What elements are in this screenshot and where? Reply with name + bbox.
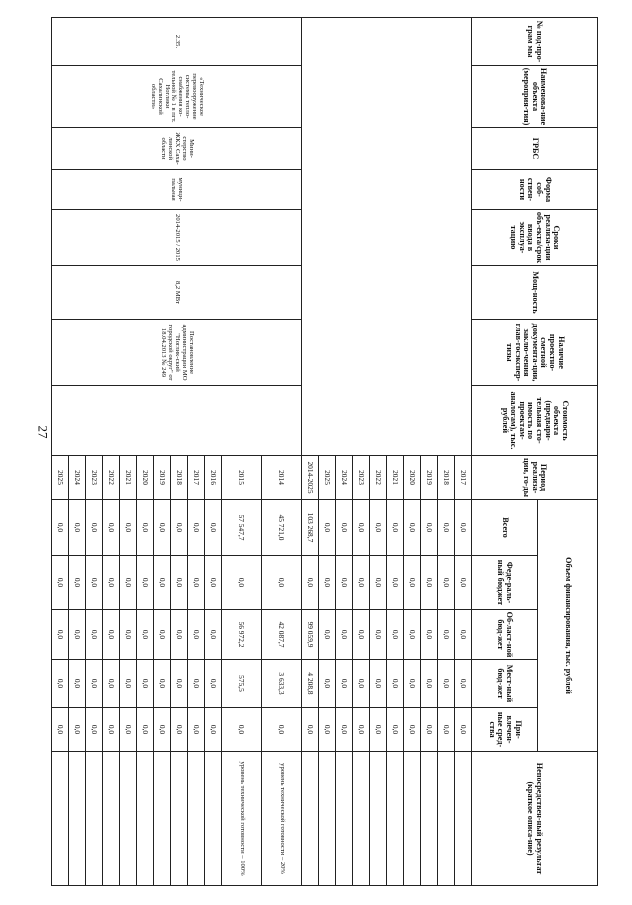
year-cell: 2019 (154, 456, 171, 500)
header-regional: Об-ласт-ной бюд-жет (472, 610, 538, 660)
attracted-cell: 0,0 (222, 708, 262, 752)
attracted-cell: 0,0 (188, 708, 205, 752)
federal-cell: 0,0 (69, 556, 86, 610)
total-cell: 0,0 (86, 500, 103, 556)
federal-cell: 0,0 (387, 556, 404, 610)
rotated-table-container (55, 17, 598, 885)
result-cell (302, 752, 319, 886)
attracted-cell: 0,0 (171, 708, 188, 752)
attracted-cell: 0,0 (86, 708, 103, 752)
federal-cell: 0,0 (262, 556, 302, 610)
attracted-cell: 0,0 (421, 708, 438, 752)
header-num: № под-про-грам мы (472, 18, 598, 66)
regional-cell: 0,0 (387, 610, 404, 660)
local-cell: 0,0 (86, 660, 103, 708)
object-num-cell: 2.35. (52, 18, 302, 66)
year-cell: 2017 (188, 456, 205, 500)
object-grbs-cell: Мини-стерство ЖКХ Саха-линской области (52, 128, 302, 170)
result-cell (336, 752, 353, 886)
regional-cell: 0,0 (120, 610, 137, 660)
total-cell: 0,0 (154, 500, 171, 556)
local-cell: 0,0 (404, 660, 421, 708)
header-result: Непосредствен-ный результат (краткое описа-ние) (472, 752, 598, 886)
attracted-cell: 0,0 (404, 708, 421, 752)
year-cell: 2017 (455, 456, 472, 500)
attracted-cell: 0,0 (262, 708, 302, 752)
result-cell (421, 752, 438, 886)
local-cell: 0,0 (455, 660, 472, 708)
regional-cell: 0,0 (52, 610, 69, 660)
total-cell: 0,0 (137, 500, 154, 556)
table-row (455, 18, 472, 886)
regional-cell: 0,0 (69, 610, 86, 660)
regional-cell: 0,0 (370, 610, 387, 660)
federal-cell: 0,0 (188, 556, 205, 610)
total-cell: 0,0 (455, 500, 472, 556)
regional-cell: 99 059,9 (302, 610, 319, 660)
local-cell: 0,0 (154, 660, 171, 708)
regional-cell: 42 087,7 (262, 610, 302, 660)
local-cell: 0,0 (438, 660, 455, 708)
object-docs-cell: Постановление администрации МО "Ноглик-ский городской округ" от 18.04.2013 № 249 (52, 320, 302, 386)
local-cell: 0,0 (52, 660, 69, 708)
federal-cell: 0,0 (438, 556, 455, 610)
local-cell: 575,5 (222, 660, 262, 708)
result-cell (52, 752, 69, 886)
total-cell: 45 721,0 (262, 500, 302, 556)
federal-cell: 0,0 (103, 556, 120, 610)
federal-cell: 0,0 (370, 556, 387, 610)
total-cell: 0,0 (336, 500, 353, 556)
year-cell: 2020 (137, 456, 154, 500)
object-terms-cell: 2014-2015 / 2015 (52, 210, 302, 266)
year-cell: 2024 (336, 456, 353, 500)
table-body (52, 18, 472, 886)
total-cell: 0,0 (387, 500, 404, 556)
regional-cell: 0,0 (455, 610, 472, 660)
result-cell (353, 752, 370, 886)
year-cell: 2018 (171, 456, 188, 500)
total-cell: 0,0 (404, 500, 421, 556)
result-cell (404, 752, 421, 886)
header-federal: Феде-раль-ный бюджет (472, 556, 538, 610)
attracted-cell: 0,0 (137, 708, 154, 752)
regional-cell: 0,0 (205, 610, 222, 660)
result-cell (387, 752, 404, 886)
regional-cell: 0,0 (353, 610, 370, 660)
local-cell: 0,0 (353, 660, 370, 708)
federal-cell: 0,0 (52, 556, 69, 610)
local-cell: 0,0 (205, 660, 222, 708)
header-terms: Сроки реализа-ции объ-екта/срок ввода в эксплуа-тацию (472, 210, 598, 266)
regional-cell: 0,0 (421, 610, 438, 660)
attracted-cell: 0,0 (319, 708, 336, 752)
attracted-cell: 0,0 (103, 708, 120, 752)
total-cell: 0,0 (205, 500, 222, 556)
local-cell: 0,0 (319, 660, 336, 708)
year-cell: 2020 (404, 456, 421, 500)
object-power-cell: 8,2 МВт (52, 266, 302, 320)
year-cell: 2023 (353, 456, 370, 500)
regional-cell: 0,0 (319, 610, 336, 660)
year-cell: 2016 (205, 456, 222, 500)
attracted-cell: 0,0 (120, 708, 137, 752)
federal-cell: 0,0 (336, 556, 353, 610)
result-cell (319, 752, 336, 886)
federal-cell: 0,0 (86, 556, 103, 610)
local-cell: 0,0 (137, 660, 154, 708)
total-cell: 0,0 (120, 500, 137, 556)
result-cell (86, 752, 103, 886)
federal-cell: 0,0 (137, 556, 154, 610)
financing-table (51, 17, 598, 886)
result-cell (120, 752, 137, 886)
regional-cell: 0,0 (86, 610, 103, 660)
total-cell: 0,0 (103, 500, 120, 556)
header-ownership: Форма соб-ствен-ности (472, 170, 598, 210)
local-cell: 0,0 (171, 660, 188, 708)
regional-cell: 0,0 (103, 610, 120, 660)
federal-cell: 0,0 (302, 556, 319, 610)
federal-cell: 0,0 (120, 556, 137, 610)
local-cell: 4 208,8 (302, 660, 319, 708)
result-cell (455, 752, 472, 886)
regional-cell: 0,0 (438, 610, 455, 660)
federal-cell: 0,0 (154, 556, 171, 610)
attracted-cell: 0,0 (387, 708, 404, 752)
local-cell: 0,0 (69, 660, 86, 708)
regional-cell: 0,0 (404, 610, 421, 660)
result-cell (438, 752, 455, 886)
result-cell (188, 752, 205, 886)
header-attracted: При-влечен-ные сред-ства (472, 708, 538, 752)
attracted-cell: 0,0 (455, 708, 472, 752)
object-name-cell: «Техническое перевооружение системы тепло-снабжения ко-тельной № 1 в пгт. Ноглики Сахалинской области» (52, 66, 302, 128)
local-cell: 0,0 (336, 660, 353, 708)
local-cell: 0,0 (421, 660, 438, 708)
attracted-cell: 0,0 (302, 708, 319, 752)
regional-cell: 0,0 (336, 610, 353, 660)
object-ownership-cell: муници-пальная (52, 170, 302, 210)
attracted-cell: 0,0 (205, 708, 222, 752)
page-number: 27 (35, 425, 51, 439)
header-period: Период реализа-ции, го-ды (472, 456, 598, 500)
result-cell (69, 752, 86, 886)
object-cost-cell (52, 386, 302, 456)
federal-cell: 0,0 (455, 556, 472, 610)
year-cell: 2025 (52, 456, 69, 500)
regional-cell: 0,0 (137, 610, 154, 660)
year-cell: 2014-2025 (302, 456, 319, 500)
federal-cell: 0,0 (353, 556, 370, 610)
year-cell: 2022 (103, 456, 120, 500)
federal-cell: 0,0 (205, 556, 222, 610)
result-cell (205, 752, 222, 886)
result-cell (171, 752, 188, 886)
total-cell: 0,0 (171, 500, 188, 556)
total-cell: 0,0 (52, 500, 69, 556)
regional-cell: 0,0 (154, 610, 171, 660)
attracted-cell: 0,0 (52, 708, 69, 752)
federal-cell: 0,0 (171, 556, 188, 610)
header-cost: Стоимость объекта (предвари-тельная сто-имость по проектам-аналогам), тыс. рублей (472, 386, 598, 456)
year-cell: 2018 (438, 456, 455, 500)
header-row-main (538, 18, 598, 886)
total-cell: 0,0 (319, 500, 336, 556)
header-financing: Объем финансирования, тыс. рублей (538, 500, 598, 752)
year-cell: 2015 (222, 456, 262, 500)
local-cell: 3 633,3 (262, 660, 302, 708)
total-cell: 103 268,7 (302, 500, 319, 556)
federal-cell: 0,0 (404, 556, 421, 610)
local-cell: 0,0 (387, 660, 404, 708)
result-cell (154, 752, 171, 886)
local-cell: 0,0 (188, 660, 205, 708)
attracted-cell: 0,0 (154, 708, 171, 752)
year-cell: 2023 (86, 456, 103, 500)
total-cell: 0,0 (188, 500, 205, 556)
header-name: Наименова-ние объекта (мероприя-тия) (472, 66, 598, 128)
federal-cell: 0,0 (222, 556, 262, 610)
local-cell: 0,0 (103, 660, 120, 708)
header-local: Мест-ный бюд-жет (472, 660, 538, 708)
federal-cell: 0,0 (421, 556, 438, 610)
total-cell: 0,0 (69, 500, 86, 556)
regional-cell: 0,0 (188, 610, 205, 660)
prev-empty-block (302, 18, 472, 456)
local-cell: 0,0 (370, 660, 387, 708)
result-cell (370, 752, 387, 886)
result-cell (137, 752, 154, 886)
attracted-cell: 0,0 (353, 708, 370, 752)
year-cell: 2014 (262, 456, 302, 500)
total-cell: 0,0 (438, 500, 455, 556)
local-cell: 0,0 (120, 660, 137, 708)
header-grbs: ГРБС (472, 128, 598, 170)
total-cell: 57 547,7 (222, 500, 262, 556)
table-row (262, 18, 302, 886)
result-cell: уровень технической готовности – 100% (222, 752, 262, 886)
attracted-cell: 0,0 (69, 708, 86, 752)
year-cell: 2022 (370, 456, 387, 500)
result-cell: уровень технической готовности – 20% (262, 752, 302, 886)
header-docs: Наличие проектно-сметной документа-ции, заклю-чения глав-госэкспер-тизы (472, 320, 598, 386)
regional-cell: 0,0 (171, 610, 188, 660)
header-power: Мощ-ность (472, 266, 598, 320)
attracted-cell: 0,0 (438, 708, 455, 752)
year-cell: 2025 (319, 456, 336, 500)
federal-cell: 0,0 (319, 556, 336, 610)
total-cell: 0,0 (421, 500, 438, 556)
attracted-cell: 0,0 (370, 708, 387, 752)
year-cell: 2021 (120, 456, 137, 500)
year-cell: 2021 (387, 456, 404, 500)
total-cell: 0,0 (370, 500, 387, 556)
year-cell: 2024 (69, 456, 86, 500)
result-cell (103, 752, 120, 886)
attracted-cell: 0,0 (336, 708, 353, 752)
total-cell: 0,0 (353, 500, 370, 556)
year-cell: 2019 (421, 456, 438, 500)
header-total: Всего (472, 500, 538, 556)
regional-cell: 56 972,2 (222, 610, 262, 660)
